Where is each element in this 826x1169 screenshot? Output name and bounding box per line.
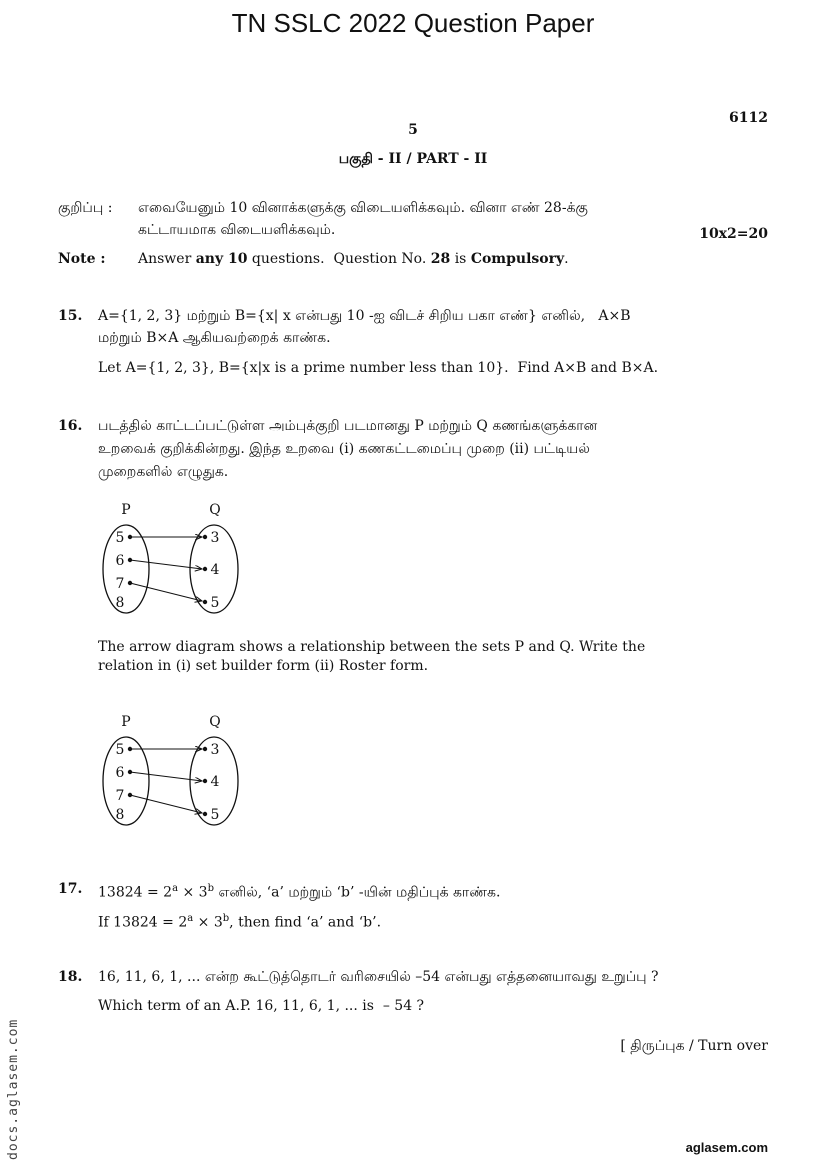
question-17-number: 17.	[58, 881, 83, 897]
p-element-5: 5	[115, 742, 125, 758]
question-18-number: 18.	[58, 969, 83, 985]
note-tamil-label: குறிப்பு :	[58, 200, 113, 216]
question-16-tamil-line-2: உறவைக் குறிக்கின்றது. இந்த உறவை (i) கணகட்டமைப்பு முறை (ii) பட்டியல்	[98, 441, 590, 457]
arrow-6-to-4	[130, 560, 202, 569]
note-tamil-line-1: எவையேனும் 10 வினாக்களுக்கு விடையளிக்கவும். வினா எண் 28-க்கு	[138, 200, 588, 216]
question-17-tamil: $13824 = 2^a \times 3^b$ எனில், ‘a’ மற்றும் ‘b’ -யின் மதிப்புக் காண்க.	[98, 883, 501, 901]
q-element-5: 5	[210, 807, 220, 823]
p-element-6: 6	[115, 765, 125, 781]
page-number: 5	[408, 122, 418, 138]
question-16-english-line-2: relation in (i) set builder form (ii) Roster form.	[98, 658, 429, 674]
p-element-6: 6	[115, 553, 125, 569]
note-tamil-line-2: கட்டாயமாக விடையளிக்கவும்.	[138, 222, 336, 238]
footer-brand: aglasem.com	[685, 1140, 768, 1155]
set-p-label: P	[121, 714, 131, 730]
question-15-tamil-line-1: A={1, 2, 3} மற்றும் B={x| x என்பது 10 -ஐ விடச் சிறிய பகா எண்} எனில், A×B	[98, 308, 631, 324]
set-p-label: P	[121, 502, 131, 518]
question-16-number: 16.	[58, 418, 83, 434]
document-banner-title: TN SSLC 2022 Question Paper	[231, 8, 595, 38]
question-16-tamil-line-3: முறைகளில் எழுதுக.	[98, 464, 229, 480]
set-p-ellipse	[103, 737, 149, 825]
part-heading: பகுதி - II / PART - II	[338, 151, 488, 167]
question-15-tamil-line-2: மற்றும் B×A ஆகியவற்றைக் காண்க.	[98, 330, 331, 346]
p-element-8: 8	[115, 595, 125, 611]
p-element-7: 7	[115, 576, 125, 592]
p-element-7: 7	[115, 788, 125, 804]
question-18-tamil: 16, 11, 6, 1, ... என்ற கூட்டுத்தொடர் வரிசையில் –54 என்பது எத்தனையாவது உறுப்பு ?	[98, 969, 659, 985]
p-element-5: 5	[115, 530, 125, 546]
q-element-5: 5	[210, 595, 220, 611]
q-element-4: 4	[210, 562, 220, 578]
q-element-3: 3	[210, 530, 220, 546]
note-english-text: Answer any 10 questions. Question No. 28 is Compulsory.	[138, 251, 569, 267]
arrow-6-to-4	[130, 772, 202, 781]
arrow-diagram-2	[94, 710, 254, 830]
arrow-diagram-1	[94, 498, 254, 618]
turn-over-note: [ திருப்புக / Turn over	[620, 1038, 768, 1054]
q-element-4: 4	[210, 774, 220, 790]
q-element-3: 3	[210, 742, 220, 758]
question-17-english: If $13824 = 2^a \times 3^b$, then find ‘a’ and ‘b’.	[98, 913, 382, 931]
set-q-label: Q	[209, 502, 221, 518]
question-15-english: Let A={1, 2, 3}, B={x|x is a prime number less than 10}. Find A×B and B×A.	[98, 360, 659, 376]
note-english-label: Note :	[58, 251, 106, 267]
p-element-8: 8	[115, 807, 125, 823]
question-16-tamil-line-1: படத்தில் காட்டப்பட்டுள்ள அம்புக்குறி படமானது P மற்றும் Q கணங்களுக்கான	[98, 418, 598, 434]
side-watermark: docs.aglasem.com	[6, 1018, 21, 1160]
question-15-number: 15.	[58, 308, 83, 324]
set-p-ellipse	[103, 525, 149, 613]
question-16-english-line-1: The arrow diagram shows a relationship between the sets P and Q. Write the	[98, 639, 646, 655]
marks-allocation: 10x2=20	[699, 226, 768, 242]
set-q-label: Q	[209, 714, 221, 730]
paper-code: 6112	[729, 110, 768, 126]
question-18-english: Which term of an A.P. 16, 11, 6, 1, ... is – 54 ?	[98, 998, 425, 1014]
